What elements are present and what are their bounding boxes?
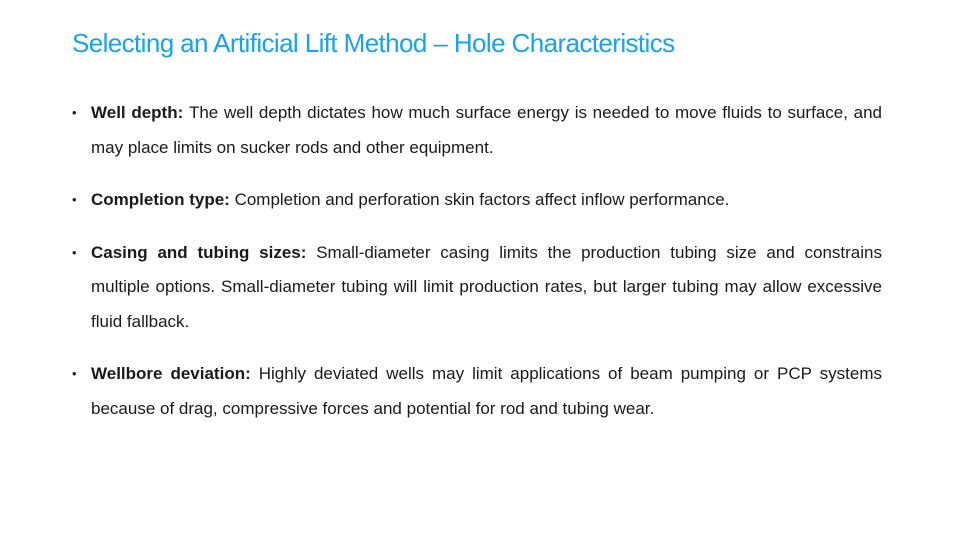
bullet-wellbore-deviation	[72, 357, 882, 426]
slide-title: Selecting an Artificial Lift Method – Hole Characteristics	[72, 28, 675, 58]
bullet-list	[72, 96, 882, 444]
bullet-text: The well depth dictates how much surface energy is needed to move fluids to surface, and may place limits on sucker rods and other equipment.	[91, 103, 883, 157]
bullet-term: Completion type:	[91, 190, 235, 209]
bullet-dot-icon: •	[72, 366, 77, 381]
bullet-dot-icon: •	[72, 244, 77, 260]
bullet-completion-type	[72, 183, 882, 218]
bullet-dot-icon: •	[72, 192, 77, 207]
bullet-term: Wellbore deviation:	[91, 364, 259, 383]
bullet-text: Highly deviated wells may limit applications of beam pumping or PCP systems because of drag, compressive forces and potential for rod and tubing wear.	[91, 364, 882, 418]
bullet-casing-tubing-sizes	[72, 236, 882, 340]
bullet-well-depth	[72, 96, 882, 165]
bullet-term: Well depth:	[91, 103, 189, 122]
bullet-term: Casing and tubing sizes:	[91, 242, 317, 262]
bullet-text: Completion and perforation skin factors affect inflow performance.	[234, 190, 730, 209]
bullet-dot-icon: •	[72, 105, 77, 120]
bullet-text: Small-diameter casing limits the production tubing size and constrains multiple options. Small-diameter tubing will limit production rates, but larger tubing may allow excessive fluid fallback.	[91, 242, 882, 331]
